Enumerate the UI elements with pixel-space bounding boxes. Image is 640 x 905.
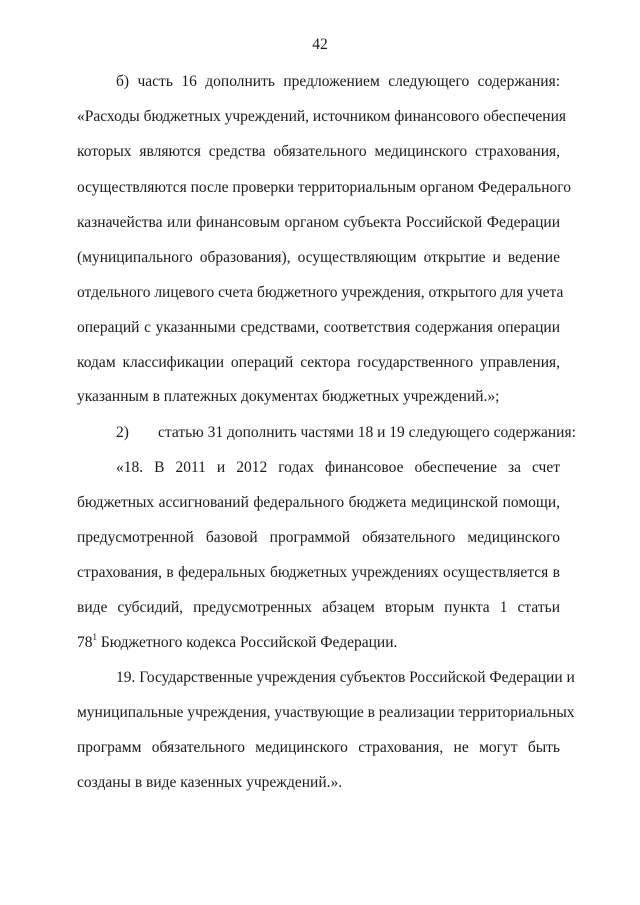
text-line: которых являются средства обязательного медицинского страхования, xyxy=(77,143,560,160)
list-marker: 2) xyxy=(116,424,129,441)
text-line: созданы в виде казенных учреждений.». xyxy=(77,774,343,791)
text-line: 19. Государственные учреждения субъектов Российской Федерации и xyxy=(116,669,575,686)
text-line: «Расходы бюджетных учреждений, источником финансового обеспечения xyxy=(77,108,567,125)
text-line: операций с указанными средствами, соответствия содержания операции xyxy=(77,319,560,336)
text-line: муниципальные учреждения, участвующие в реализации территориальных xyxy=(77,704,575,721)
text-line: казначейства или финансовым органом субъекта Российской Федерации xyxy=(77,214,560,231)
text-line: страхования, в федеральных бюджетных учреждениях осуществляется в xyxy=(77,564,560,581)
superscript: 1 xyxy=(92,631,97,642)
text-line: (муниципального образования), осуществляющим открытие и ведение xyxy=(77,249,560,266)
text-fragment: Бюджетного кодекса Российской Федерации. xyxy=(100,634,398,651)
text-line: статью 31 дополнить частями 18 и 19 следующего содержания: xyxy=(158,424,576,441)
text-line: бюджетных ассигнований федерального бюджета медицинской помощи, xyxy=(77,494,560,511)
article-number: 78 xyxy=(77,634,93,651)
text-line: «18. В 2011 и 2012 годах финансовое обеспечение за счет xyxy=(116,459,560,476)
text-line: указанным в платежных документах бюджетных учреждений.»; xyxy=(77,388,500,405)
text-line: предусмотренной базовой программой обязательного медицинского xyxy=(77,529,560,546)
text-line: программ обязательного медицинского страхования, не могут быть xyxy=(77,739,560,756)
text-line: осуществляются после проверки территориальным органом Федерального xyxy=(77,179,571,196)
text-line: отдельного лицевого счета бюджетного учреждения, открытого для учета xyxy=(77,284,564,301)
text-line: виде субсидий, предусмотренных абзацем вторым пункта 1 статьи xyxy=(77,599,560,616)
text-line xyxy=(77,633,560,653)
text-line: кодам классификации операций сектора государственного управления, xyxy=(77,354,560,371)
text-line: б) часть 16 дополнить предложением следующего содержания: xyxy=(116,73,560,90)
page-number: 42 xyxy=(312,36,328,53)
